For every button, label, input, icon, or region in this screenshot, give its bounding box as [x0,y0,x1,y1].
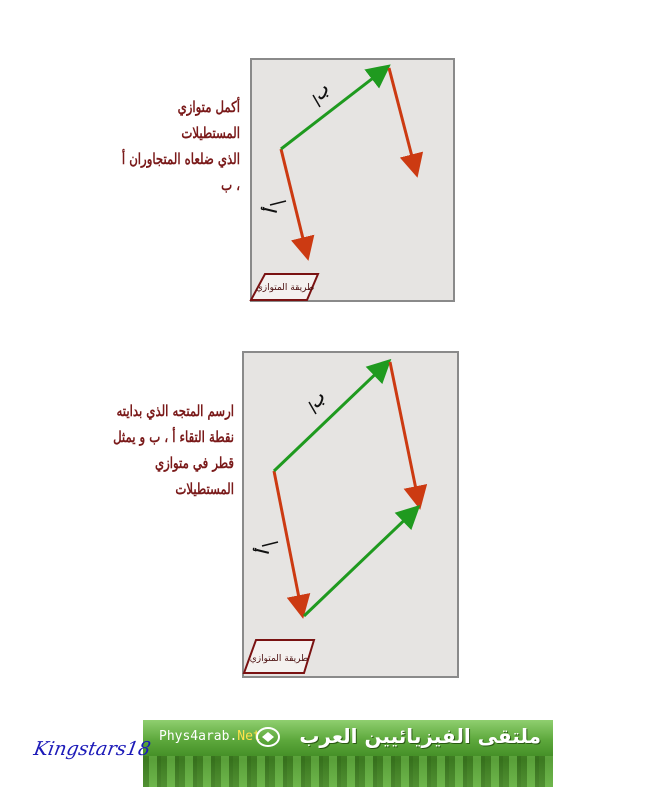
step1-vector-a-copy [389,68,416,172]
banner-site-name [159,729,261,744]
step1-vector-b [281,68,386,149]
step1-method-label: طريقة المتوازي [255,283,315,293]
step2-caption-line-1: ارسم المتجه الذي بدايته [116,402,234,420]
step1-label-b: ب [309,80,333,103]
step1-label-a: أ [261,206,281,215]
banner-site-prefix: Phys4arab. [159,729,238,744]
banner-logo-icon [255,726,281,748]
banner-site-suffix: Net [237,729,261,744]
banner-decoration [143,756,553,787]
step1-caption-line-1: أكمل متوازي المستطيلات [177,98,240,142]
site-banner[interactable] [143,720,553,787]
step2-label-a: أ [253,547,273,556]
step2-caption-line-2: نقطة التقاء أ ، ب و يمثل [113,428,234,446]
author-signature: Kingstars18 [32,738,153,760]
step2-label-b: ب [305,388,329,411]
step2-vector-a-copy [390,362,419,504]
banner-title: ملتقى الفيزيائيين العرب [299,724,541,748]
step2-method-label: طريقة المتوازي [249,654,309,664]
step2-vector-a [274,471,302,613]
step2-caption-line-3: قطر في متوازي المستطيلات [154,454,234,498]
step2-vector-b [274,363,387,471]
step1-caption-line-2: الذي ضلعاه المتجاوران أ ، ب [121,150,240,194]
step2-label-a-bar [262,542,278,546]
step2-vector-b-copy [304,509,416,616]
step1-label-a-bar [270,201,286,205]
